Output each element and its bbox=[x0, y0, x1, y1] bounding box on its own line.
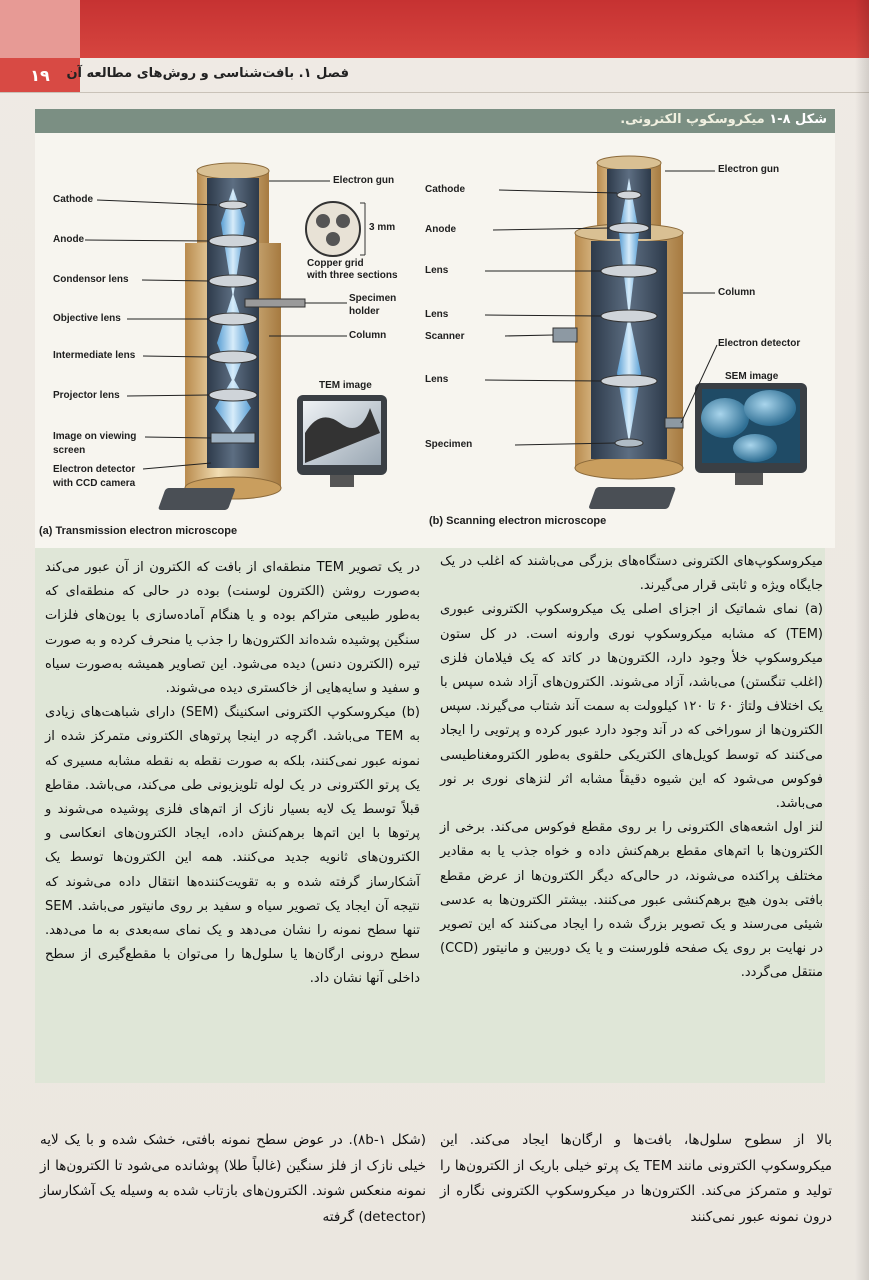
tem-label-electron-gun: Electron gun bbox=[333, 175, 395, 186]
paragraph: بالا از سطوح سلول‌ها، بافت‌ها و ارگان‌ها ایجاد می‌کند. این میکروسکوپ الکترونی مانند TEM یک پرتو خیلی باریک از الکترون‌ها را تولید و متمرکز می‌کند. الکترون‌ها در میکروسکوپ الکترونی نگاره از درون نمونه عبور نمی‌کنند bbox=[440, 1132, 833, 1225]
tem-label-specimen-holder-1: Specimen bbox=[349, 293, 397, 304]
bottom-left-text bbox=[40, 1128, 426, 1230]
paragraph: (شکل ۸b-۱). در عوض سطح نمونه بافتی، خشک شده و با یک لایه خیلی نازک از فلز سنگین (غالباً طلا) پوشانده می‌شود تا الکترون‌ها از نمونه منعکس شوند. الکترون‌های بازتاب شده به وسیله یک آشکارساز (detector) گرفته bbox=[40, 1132, 426, 1225]
tem-label-copper-grid-2: with three sections bbox=[307, 270, 398, 281]
tem-label-copper-grid-1: Copper grid bbox=[307, 258, 364, 269]
tem-label-anode: Anode bbox=[53, 234, 85, 245]
sem-label-column: Column bbox=[718, 287, 756, 298]
running-header bbox=[0, 58, 869, 93]
figure-caption-title: میکروسکوپ الکترونی. bbox=[620, 112, 765, 127]
tem-label-column: Column bbox=[349, 330, 387, 341]
tem-label-detector-1: Electron detector bbox=[53, 464, 136, 475]
paragraph: (a) نمای شماتیک از اجزای اصلی یک میکروسکوپ الکترونی عبوری (TEM) که مشابه میکروسکوپ نوری وارونه است. در کل ستون میکروسکوپ خلأ وجود دارد، الکترون‌ها در کاتد که یک فیلامان فلزی (اغلب تنگستن) می‌باشد، آزاد می‌شوند. الکترون‌های آزاد شده سپس با یک اختلاف ولتاژ ۶۰ تا ۱۲۰ کیلوولت به سمت آند شتاب می‌گیرند. سپس الکترون‌ها از سوراخی که در آند وجود دارد عبور کرده و پرتویی را ایجاد می‌کنند که توسط کویل‌های الکتریکی حلقوی به‌طور الکترومغناطیسی فوکوس می‌شود که این شیوه دقیقاً مشابه اثر لنزهای نوری بر نور می‌باشد. bbox=[440, 602, 823, 812]
tem-label-condensor-lens: Condensor lens bbox=[53, 274, 129, 285]
tem-label-objective-lens: Objective lens bbox=[53, 313, 121, 324]
description-right-column bbox=[440, 550, 823, 986]
sem-label-specimen: Specimen bbox=[425, 439, 473, 450]
figure-caption-label: شکل ۸-۱ bbox=[769, 112, 827, 127]
figure-caption bbox=[620, 112, 827, 127]
sem-label-cathode: Cathode bbox=[425, 184, 465, 195]
tem-label-viewing-screen-2: screen bbox=[53, 445, 86, 456]
description-left-column bbox=[45, 556, 420, 992]
sem-caption: (b) Scanning electron microscope bbox=[429, 515, 607, 527]
sem-label-lens-1: Lens bbox=[425, 265, 449, 276]
tem-label-image: TEM image bbox=[319, 380, 372, 391]
tem-label-specimen-holder-2: holder bbox=[349, 306, 380, 317]
tem-label-3mm: 3 mm bbox=[369, 222, 396, 233]
figure-caption-bar bbox=[35, 109, 835, 133]
tem-label-intermediate-lens: Intermediate lens bbox=[53, 350, 136, 361]
tem-label-viewing-screen-1: Image on viewing bbox=[53, 431, 137, 442]
figure-area bbox=[35, 133, 835, 548]
sem-label-electron-gun: Electron gun bbox=[718, 164, 780, 175]
sem-label-scanner: Scanner bbox=[425, 331, 465, 342]
sem-label-anode: Anode bbox=[425, 224, 457, 235]
tem-label-cathode: Cathode bbox=[53, 194, 93, 205]
tem-caption: (a) Transmission electron microscope bbox=[39, 525, 238, 537]
page-edge-shadow bbox=[855, 0, 869, 1280]
tem-label-detector-2: with CCD camera bbox=[53, 478, 136, 489]
paragraph: میکروسکوپ‌های الکترونی دستگاه‌های بزرگی می‌باشند که اغلب در یک جایگاه ویژه و ثابتی قرار می‌گیرند. bbox=[440, 554, 823, 594]
page-number: ۱۹ bbox=[0, 58, 80, 92]
sem-label-electron-detector: Electron detector bbox=[718, 338, 801, 349]
sem-label-image: SEM image bbox=[725, 371, 779, 382]
tem-label-projector-lens: Projector lens bbox=[53, 390, 120, 401]
chapter-title: فصل ۱. بافت‌شناسی و روش‌های مطالعه آن bbox=[66, 66, 349, 81]
top-color-band bbox=[0, 0, 869, 58]
paragraph: در یک تصویر TEM منطقه‌ای از بافت که الکترون از آن عبور می‌کند به‌صورت روشن (الکترون لوسنت) بوده در حالی که منطقه‌ای که به‌طور طبیعی متراکم بوده و یا هنگام آماده‌سازی با یون‌های فلزات سنگین پوشیده شده‌اند الکترون‌ها را جذب یا منحرف کرده و به صورت تیره (الکترون دنس) دیده می‌شود. این تصاویر همیشه به‌صورت سیاه و سفید و سایه‌هایی از خاکستری دیده می‌شوند. bbox=[45, 560, 420, 697]
paragraph: لنز اول اشعه‌های الکترونی را بر روی مقطع فوکوس می‌کند. برخی از الکترون‌ها با اتم‌های مقطع برهم‌کنش داده و خواه جذب یا به مقادیر مختلف پراکنده می‌شوند، در حالی‌که دیگر الکترون‌ها از عرض مقطع بافتی بدون هیچ برهم‌کنشی عبور می‌کنند. بیشتر الکترون‌ها به عدسی شیئی می‌رسند و یک تصویر بزرگ شده را ایجاد می‌کنند که این تصویر در نهایت بر روی یک صفحه فلورسنت و یا یک دوربین و مانیتور (CCD) منتقل می‌گردد. bbox=[440, 820, 823, 981]
bottom-right-text bbox=[440, 1128, 832, 1230]
sem-label-lens-2: Lens bbox=[425, 309, 449, 320]
paragraph: (b) میکروسکوپ الکترونی اسکنینگ (SEM) دارای شباهت‌های زیادی به TEM می‌باشد. اگرچه در اینجا پرتوهای الکترونی متمرکز شده از نمونه عبور نمی‌کنند، بلکه به صورت نقطه به نقطه مشابه مسیری که یک پرتو الکترونی در یک لوله تلویزیونی طی می‌کند، می‌باشد. مقاطع قبلاً توسط یک لایه بسیار نازک از اتم‌های فلزی پوشیده می‌شوند و پرتوها با این اتم‌ها برهم‌کنش داده، ایجاد الکترون‌های انعکاسی و الکترون‌های ثانویه جدید می‌کنند. همه این الکترون‌ها توسط یک آشکارساز گرفته شده و به تقویت‌کننده‌ها انتقال داده می‌شوند که نتیجه آن ایجاد یک تصویر سیاه و سفید بر روی مانیتور می‌باشد. SEM تنها سطح نمونه را نشان می‌دهد و یک نمای سه‌بعدی به ما می‌دهد. سطح درونی ارگان‌ها یا سلول‌ها را می‌توان با مقطع‌گیری از سطح داخلی آنها نشان داد. bbox=[45, 705, 420, 987]
sem-label-lens-3: Lens bbox=[425, 374, 449, 385]
